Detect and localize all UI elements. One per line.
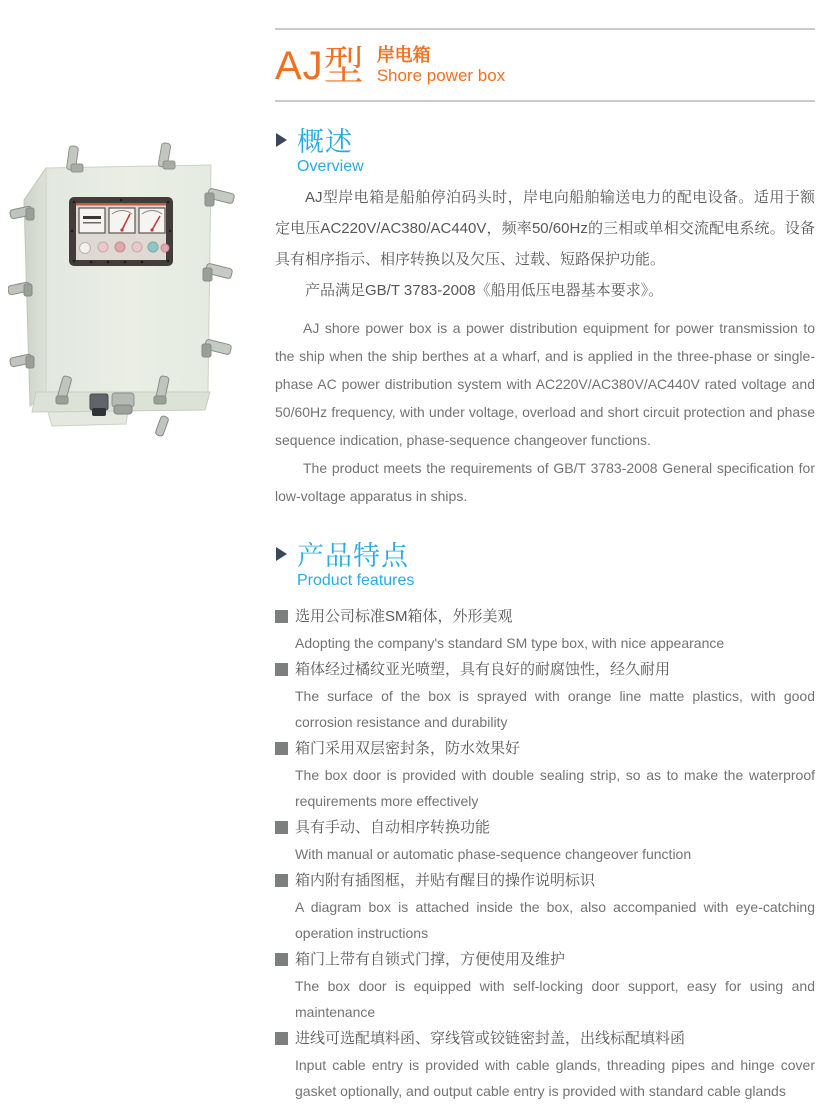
latch-left-2-icon [8,282,32,296]
feature-text-cn: 箱体经过橘纹亚光喷塑，具有良好的耐腐蚀性，经久耐用 [295,661,671,678]
features-list [275,604,815,1104]
feature-text-en: Input cable entry is provided with cable glands, threading pipes and hinge cover gasket optionally, and output cable entry is provided with standard cable glands [295,1057,815,1099]
feature-text-en: Adopting the company's standard SM type box, with nice appearance [295,635,725,651]
cable-gland-metal [112,393,134,414]
feature-item [275,604,815,656]
features-heading-cn: 产品特点 [297,541,409,571]
latch-top-right-icon [158,142,175,169]
latch-left-1-icon [9,206,34,220]
latch-left-3-icon [9,354,34,368]
square-bullet-icon [275,1032,288,1045]
feature-text-cn: 选用公司标准SM箱体，外形美观 [295,608,513,625]
overview-paragraph-en-2: The product meets the requirements of GB/T 3783-2008 General specification for low-voltage apparatus in ships. [275,460,815,504]
square-bullet-icon [275,742,288,755]
feature-text-cn: 箱门采用双层密封条，防水效果好 [295,740,521,757]
feature-text-cn: 箱内附有插图框，并贴有醒目的操作说明标识 [295,872,596,889]
feature-item [275,868,815,946]
feature-item [275,815,815,867]
feature-title-cn [275,947,815,973]
content-column [275,0,815,1105]
product-name-en: Shore power box [376,66,506,85]
square-bullet-icon [275,821,288,834]
features-heading-en: Product features [297,572,415,589]
square-bullet-icon [275,610,288,623]
square-bullet-icon [275,663,288,676]
feature-title-cn [275,868,815,894]
square-bullet-icon [275,874,288,887]
analog-meter-2 [109,208,135,233]
feature-text-cn: 具有手动、自动相序转换功能 [295,819,491,836]
analog-meter-1 [79,208,105,233]
product-model: AJ型 [275,44,365,88]
latch-bottom-far-icon [155,415,169,437]
product-photo [8,138,260,440]
overview-paragraph-cn-1: AJ型岸电箱是船舶停泊码头时，岸电向船舶输送电力的配电设备。适用于额定电压AC220V/AC380/AC440V，频率50/60Hz的三相或单相交流配电系统。设备具有相序指示、相序转换以及欠压、过载、短路保护功能。 [275,189,815,268]
feature-title-cn [275,815,815,841]
feature-text-cn: 进线可选配填料函、穿线管或铰链密封盖，出线标配填料函 [295,1030,686,1047]
overview-heading-en: Overview [297,158,364,175]
latch-top-left-icon [66,146,83,172]
feature-title-cn [275,1026,815,1052]
feature-text-en: The box door is equipped with self-locking door support, easy for using and maintenance [295,978,815,1020]
latch-right-3-icon [202,339,232,357]
square-bullet-icon [275,953,288,966]
feature-text-en: The box door is provided with double sealing strip, so as to make the waterproof requirements more effectively [295,767,815,809]
overview-paragraph-en-1: AJ shore power box is a power distribution equipment for power transmission to the ship when the ship berthes at a wharf, and is applied in the three-phase or single-phase AC power distribution system with AC220V/AC380V/AC440V rated voltage and 50/60Hz frequency, with under voltage, overload and short circuit protection and phase sequence indication, phase-sequence changeover functions. [275,320,815,448]
feature-item [275,736,815,814]
product-name-cn: 岸电箱 [376,45,431,65]
feature-text-en: The surface of the box is sprayed with orange line matte plastics, with good corrosion resistance and durability [295,688,815,730]
cable-gland-dark [90,394,108,416]
overview-heading-cn: 概述 [297,127,353,157]
feature-text-cn: 箱门上带有自锁式门撑，方便使用及维护 [295,951,566,968]
shore-power-box-illustration [8,138,260,440]
feature-title-cn [275,657,815,683]
feature-item [275,947,815,1025]
title-block [275,28,815,102]
feature-text-en: A diagram box is attached inside the box, also accompanied with eye-catching operation instructions [295,899,815,941]
section-features-header [275,540,815,590]
overview-paragraph-cn-2: 产品满足GB/T 3783-2008《船用低压电器基本要求》。 [305,282,664,299]
triangle-marker-icon [276,133,287,147]
triangle-marker-icon [276,547,287,561]
meter-window [69,197,173,266]
feature-title-cn [275,604,815,630]
latch-right-2-icon [203,263,233,281]
product-name-group [377,45,506,86]
analog-meter-3 [139,208,165,233]
feature-text-en: With manual or automatic phase-sequence changeover function [295,846,692,862]
latch-right-1-icon [205,188,235,206]
feature-item [275,657,815,735]
section-overview-header [275,126,815,176]
feature-title-cn [275,736,815,762]
feature-item [275,1026,815,1104]
